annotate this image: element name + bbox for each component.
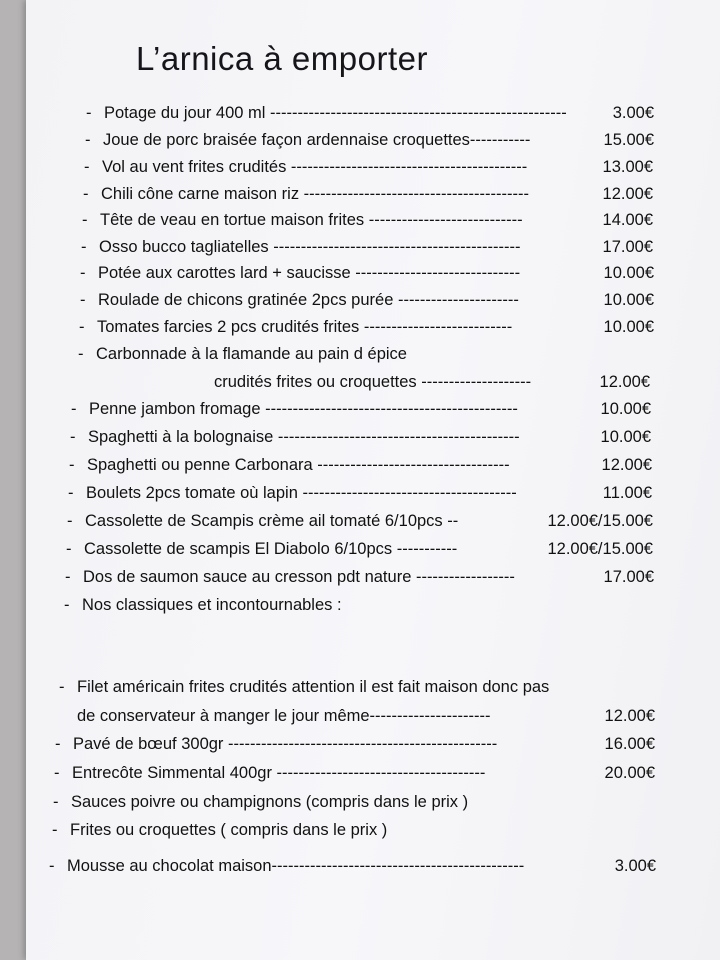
menu-item [84, 153, 653, 181]
item-price: 12.00€ [602, 185, 653, 203]
item-text: de conservateur à manger le jour même---------------------- [77, 707, 491, 725]
item-price: 12.00€ [604, 707, 655, 725]
item-text: crudités frites ou croquettes -------------------- [214, 373, 532, 391]
bullet: - [84, 158, 90, 176]
menu-item [69, 451, 652, 479]
menu-item [65, 563, 654, 591]
item-text: Sauces poivre ou champignons (compris dans le prix ) [71, 793, 469, 811]
item-text: Spaghetti à la bolognaise -------------------------------------------- [88, 428, 520, 446]
item-text: Roulade de chicons gratinée 2pcs purée ---------------------- [98, 291, 519, 309]
bullet: - [68, 484, 74, 502]
item-text: Tête de veau en tortue maison frites ---------------------------- [100, 211, 523, 229]
item-price: 20.00€ [604, 764, 655, 782]
item-text: Pavé de bœuf 300gr ------------------------------------------------- [73, 735, 498, 753]
bullet: - [80, 291, 86, 309]
item-text: Entrecôte Simmental 400gr -------------------------------------- [72, 764, 486, 782]
menu-item [54, 759, 655, 787]
item-text: Carbonnade à la flamande au pain d épice [96, 345, 407, 363]
bullet: - [64, 596, 70, 614]
bullet: - [71, 400, 77, 418]
menu-item [85, 126, 654, 154]
item-price: 10.00€ [603, 264, 654, 282]
bullet: - [78, 345, 84, 363]
bullet: - [55, 735, 61, 753]
item-price: 12.00€ [599, 373, 650, 391]
bullet: - [49, 857, 55, 875]
item-text: Osso bucco tagliatelles --------------------------------------------- [99, 238, 521, 256]
menu-item-continuation [59, 702, 655, 730]
menu-item [86, 99, 654, 127]
item-text: Nos classiques et incontournables : [82, 596, 342, 614]
menu-item [66, 535, 653, 563]
bullet: - [85, 131, 91, 149]
item-text: Chili cône carne maison riz ----------------------------------------- [101, 185, 529, 203]
bullet: - [65, 568, 71, 586]
item-text: Frites ou croquettes ( compris dans le prix ) [70, 821, 388, 839]
bullet: - [59, 678, 65, 696]
menu-item [70, 423, 651, 451]
menu-section [64, 591, 654, 619]
item-text: Mousse au chocolat maison---------------------------------------------- [67, 857, 525, 875]
bullet: - [67, 512, 73, 530]
item-price: 16.00€ [604, 735, 655, 753]
bullet: - [66, 540, 72, 558]
bullet: - [83, 185, 89, 203]
bullet: - [79, 318, 85, 336]
item-text: Dos de saumon sauce au cresson pdt nature ------------------ [83, 568, 515, 586]
menu-title: L’arnica à emporter [136, 40, 428, 77]
bullet: - [69, 456, 75, 474]
menu-item [80, 286, 654, 314]
bullet: - [82, 211, 88, 229]
item-price: 11.00€ [602, 484, 652, 502]
item-price: 14.00€ [602, 211, 653, 229]
menu-item [79, 313, 654, 341]
menu-item [67, 507, 653, 535]
item-text: Cassolette de scampis El Diabolo 6/10pcs ----------- [84, 540, 458, 558]
item-text: Boulets 2pcs tomate où lapin --------------------------------------- [86, 484, 517, 502]
item-price: 12.00€/15.00€ [547, 540, 653, 558]
bullet: - [54, 764, 60, 782]
item-text: Potage du jour 400 ml ------------------------------------------------------ [104, 104, 567, 122]
item-text: Tomates farcies 2 pcs crudités frites --------------------------- [97, 318, 513, 336]
bullet: - [53, 793, 59, 811]
item-price: 10.00€ [600, 428, 651, 446]
item-text: Cassolette de Scampis crème ail tomaté 6/10pcs -- [85, 512, 459, 530]
item-price: 10.00€ [600, 400, 651, 418]
menu-item-continuation [196, 368, 650, 396]
bullet: - [52, 821, 58, 839]
menu-item [82, 206, 653, 234]
item-price: 3.00€ [614, 857, 656, 875]
item-text: Potée aux carottes lard + saucisse ------------------------------ [98, 264, 521, 282]
item-price: 17.00€ [603, 568, 654, 586]
menu-item [83, 180, 653, 208]
menu-item [49, 852, 656, 880]
menu-paper [26, 0, 720, 960]
bullet: - [70, 428, 76, 446]
item-price: 10.00€ [603, 318, 654, 336]
item-text: Penne jambon fromage ---------------------------------------------- [89, 400, 518, 418]
item-text: Joue de porc braisée façon ardennaise croquettes----------- [103, 131, 531, 149]
menu-item [71, 395, 651, 423]
menu-item [81, 233, 653, 261]
item-text: Filet américain frites crudités attention il est fait maison donc pas [77, 678, 550, 696]
item-price: 12.00€ [601, 456, 652, 474]
bullet: - [80, 264, 86, 282]
item-text: Spaghetti ou penne Carbonara ----------------------------------- [87, 456, 510, 474]
bullet: - [86, 104, 92, 122]
item-price: 15.00€ [603, 131, 654, 149]
item-price: 13.00€ [602, 158, 653, 176]
item-price: 12.00€/15.00€ [547, 512, 653, 530]
item-price: 10.00€ [603, 291, 654, 309]
menu-item [68, 479, 652, 507]
menu-item [59, 673, 679, 701]
menu-item [52, 816, 655, 844]
menu-item [78, 340, 654, 368]
item-price: 3.00€ [612, 104, 654, 122]
menu-item [53, 788, 655, 816]
menu-item [80, 259, 654, 287]
item-price: 17.00€ [602, 238, 653, 256]
menu-item [55, 730, 655, 758]
item-text: Vol au vent frites crudités ------------------------------------------- [102, 158, 528, 176]
bullet: - [81, 238, 87, 256]
